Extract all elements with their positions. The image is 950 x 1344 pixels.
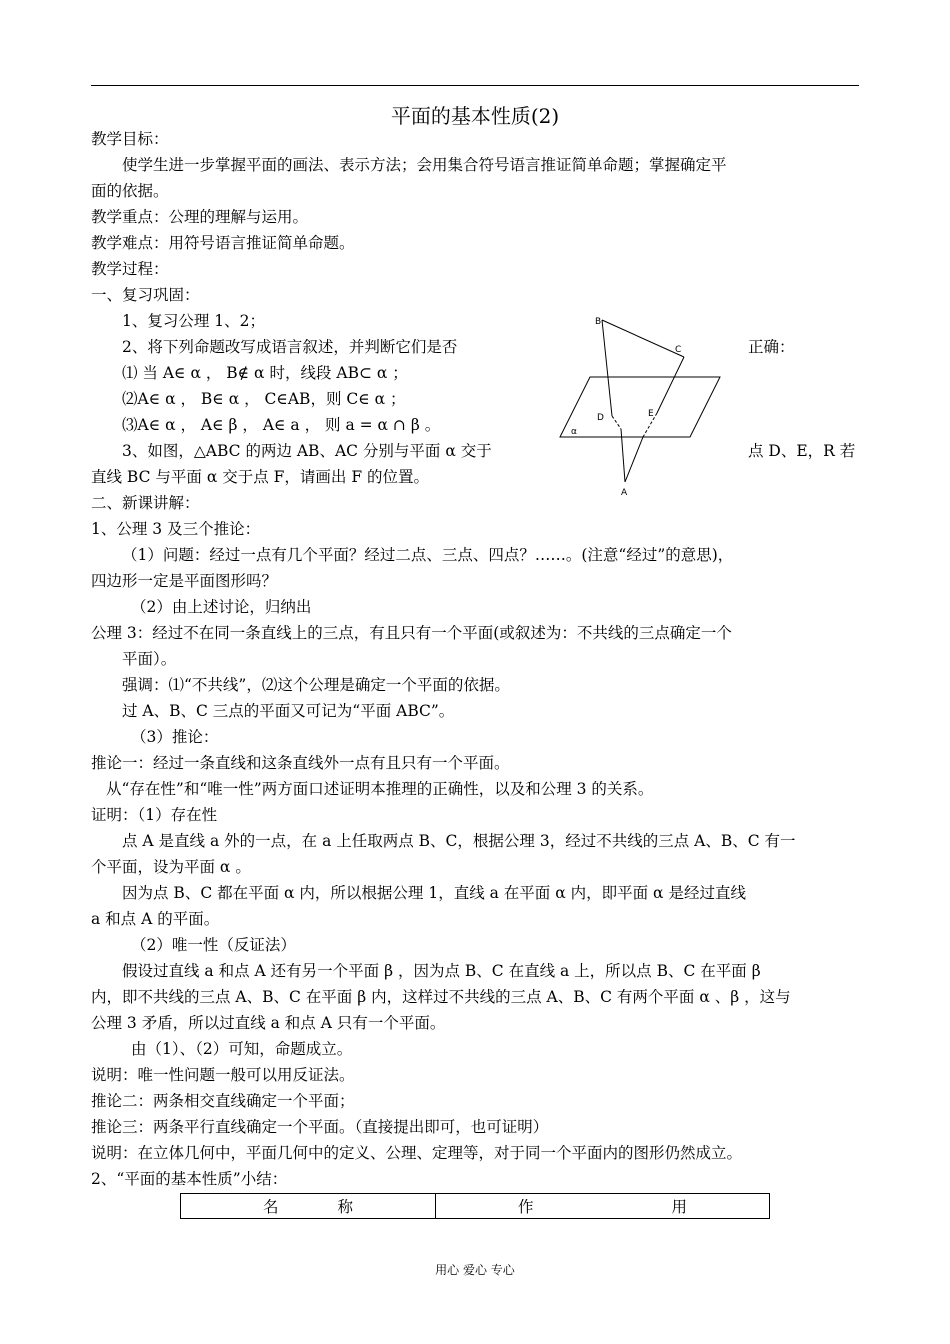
proof-uniqueness-heading: （2）唯一性（反证法）	[131, 936, 296, 954]
corollary-2: 推论二：两条相交直线确定一个平面；	[91, 1092, 355, 1110]
review-item-3-tail: 点 D、E，R 若	[748, 442, 856, 460]
label-a: A	[621, 488, 628, 498]
segment-ab-upper	[602, 320, 612, 416]
proposition-2: ⑵A∈ α ， B∈ α ， C∈AB，则 C∈ α ；	[122, 390, 406, 408]
segment-bc	[602, 320, 684, 357]
paragraph-line: 平面）。	[122, 650, 177, 668]
section-label-objectives: 教学目标：	[91, 130, 169, 148]
subheading-axiom-3: 1、公理 3 及三个推论：	[91, 520, 261, 538]
document-body	[91, 126, 859, 1192]
review-item-1: 1、复习公理 1、2；	[122, 312, 266, 330]
paragraph-line: 个平面，设为平面 α 。	[91, 858, 251, 876]
paragraph-line: 由（1）、（2）可知，命题成立。	[131, 1040, 353, 1058]
paragraph-line: （2）由上述讨论，归纳出	[131, 598, 312, 616]
section-label-difficulties: 教学难点：用符号语言推证简单命题。	[91, 234, 355, 252]
header-char: 称	[337, 1198, 353, 1216]
note-line: 说明：唯一性问题一般可以用反证法。	[91, 1066, 355, 1084]
table-row	[181, 1194, 770, 1219]
segment-ac-lower	[625, 437, 643, 482]
header-rule	[91, 85, 859, 86]
proposition-3: ⑶A∈ α ， A∈ β ， A∈ a ， 则 a = α ∩ β 。	[122, 416, 441, 434]
page-footer: 用心 爱心 专心	[435, 1263, 515, 1277]
segment-ac-upper	[657, 357, 684, 413]
paragraph-line: 面的依据。	[91, 182, 169, 200]
paragraph-line: 假设过直线 a 和点 A 还有另一个平面 β ，因为点 B、C 在直线 a 上，所以点 B、C 在平面 β	[122, 962, 761, 980]
segment-ab-hidden	[612, 416, 621, 429]
emphasis-line: 强调：⑴“不共线”，⑵这个公理是确定一个平面的依据。	[122, 676, 510, 694]
note-line: 说明：在立体几何中，平面几何中的定义、公理、定理等，对于同一个平面内的图形仍然成立。	[91, 1144, 743, 1162]
review-item-2-tail: 正确：	[748, 338, 795, 356]
geometry-figure	[555, 312, 725, 502]
header-char: 用	[671, 1198, 687, 1216]
label-d: D	[597, 413, 604, 423]
proof-existence-heading: 证明：（1）存在性	[91, 806, 218, 824]
paragraph-line: 内，即不共线的三点 A、B、C 在平面 β 内，这样过不共线的三点 A、B、C 有两个平面 α 、β ，这与	[91, 988, 791, 1006]
proposition-1: ⑴ 当 A∈ α ， B∉ α 时，线段 AB⊂ α ；	[122, 364, 408, 382]
plane-alpha	[560, 377, 720, 437]
paragraph-line: （1）问题：经过一点有几个平面？经过二点、三点、四点？……。(注意“经过”的意思)，	[122, 546, 734, 564]
header-char: 作	[518, 1198, 534, 1216]
paragraph-line: 过 A、B、C 三点的平面又可记为“平面 ABC”。	[122, 702, 455, 720]
paragraph-line: 直线 BC 与平面 α 交于点 F，请画出 F 的位置。	[91, 468, 430, 486]
summary-table	[180, 1193, 770, 1219]
paragraph-line: 从“存在性”和“唯一性”两方面口述证明本推理的正确性，以及和公理 3 的关系。	[106, 780, 654, 798]
label-alpha: α	[571, 427, 577, 437]
paragraph-line: 公理 3 矛盾，所以过直线 a 和点 A 只有一个平面。	[91, 1014, 446, 1032]
subheading-corollaries: （3）推论：	[131, 728, 219, 746]
label-c: C	[675, 345, 682, 355]
label-e: E	[648, 409, 654, 419]
table-header-name	[181, 1194, 436, 1219]
review-item-3	[91, 438, 859, 464]
paragraph-line: 使学生进一步掌握平面的画法、表示方法；会用集合符号语言推证简单命题；掌握确定平	[122, 156, 727, 174]
table-header-function	[436, 1194, 770, 1219]
section-label-key-points: 教学重点：公理的理解与运用。	[91, 208, 309, 226]
header-char: 名	[263, 1198, 279, 1216]
review-item-3-text: 3、如图，△ABC 的两边 AB、AC 分别与平面 α 交于	[122, 442, 492, 460]
paragraph-line: 因为点 B、C 都在平面 α 内，所以根据公理 1，直线 a 在平面 α 内，即平面 α 是经过直线	[122, 884, 746, 902]
review-item-2	[91, 334, 859, 360]
document-title: 平面的基本性质(2)	[390, 104, 560, 128]
heading-review: 一、复习巩固：	[91, 286, 200, 304]
paragraph-line: 四边形一定是平面图形吗？	[91, 572, 278, 590]
summary-heading: 2、“平面的基本性质”小结：	[91, 1170, 288, 1188]
paragraph-line: a 和点 A 的平面。	[91, 910, 220, 928]
paragraph-line: 点 A 是直线 a 外的一点，在 a 上任取两点 B、C，根据公理 3，经过不共线的三点 A、B、C 有一	[122, 832, 796, 850]
section-label-process: 教学过程：	[91, 260, 169, 278]
review-item-2-text: 2、将下列命题改写成语言叙述，并判断它们是否	[122, 338, 458, 356]
axiom-3-statement: 公理 3：经过不在同一条直线上的三点，有且只有一个平面(或叙述为：不共线的三点确定一个	[91, 624, 732, 642]
corollary-3: 推论三：两条平行直线确定一个平面。（直接提出即可，也可证明）	[91, 1118, 549, 1136]
heading-new-lesson: 二、新课讲解：	[91, 494, 200, 512]
label-b: B	[595, 317, 602, 327]
corollary-1: 推论一：经过一条直线和这条直线外一点有且只有一个平面。	[91, 754, 510, 772]
